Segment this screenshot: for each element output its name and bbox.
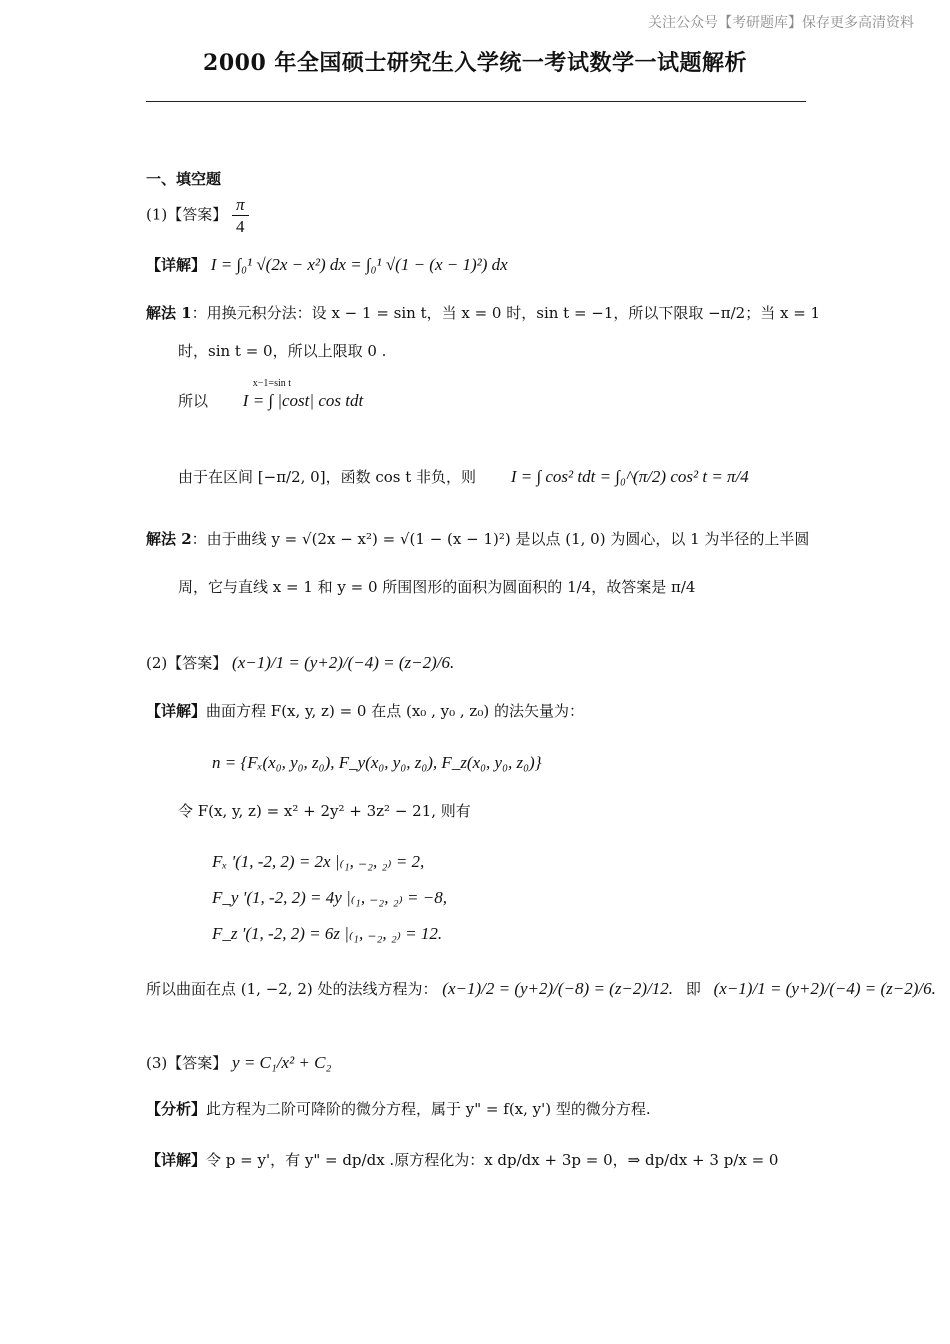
q1-since-text: 由于在区间 [−π/2, 0]，函数 cos t 非负，则 — [178, 468, 477, 486]
q1-so-line — [178, 378, 364, 410]
q1-so-math: I = ∫ |cost| cos tdt — [242, 391, 364, 410]
q2-answer — [146, 654, 454, 671]
q1-method2-line2: 周，它与直线 x = 1 和 y = 0 所围图形的面积为圆面积的 1/4，故答案是 π/4 — [178, 578, 696, 596]
q2-let-line: 令 F(x, y, z) = x² + 2y² + 3z² − 21, 则有 — [178, 802, 471, 820]
q2-fz: F_z '(1, -2, 2) = 6z |₍₁, ₋₂, ₂₎ = 12. — [212, 924, 443, 943]
q3-detail-label: 【详解】 — [146, 1151, 207, 1169]
q1-detail — [146, 256, 508, 273]
q2-conclusion-math2: (x−1)/1 = (y+2)/(−4) = (z−2)/6. — [713, 979, 936, 998]
q2-conclusion — [146, 980, 936, 997]
q3-detail — [146, 1153, 778, 1168]
page-title: 2000 年全国硕士研究生入学统一考试数学一试题解析 — [203, 50, 747, 76]
q3-answer-label: (3)【答案】 — [146, 1054, 228, 1072]
q2-normal-vector — [212, 754, 542, 771]
q1-method1-label: 解法 1 — [146, 304, 192, 322]
section-heading: 一、填空题 — [146, 170, 222, 188]
title-divider — [146, 101, 806, 102]
q1-answer-label: (1)【答案】 — [146, 205, 228, 224]
q1-method2-text: ：由于曲线 y = √(2x − x²) = √(1 − (x − 1)²) 是以点 (1, 0) 为圆心，以 1 为半径的上半圆 — [191, 530, 810, 548]
q1-method2-line1 — [146, 532, 809, 547]
q3-analysis-label: 【分析】 — [146, 1100, 207, 1118]
q1-detail-math: I = ∫₀¹ √(2x − x²) dx = ∫₀¹ √(1 − (x − 1)²) dx — [210, 255, 508, 274]
q3-analysis — [146, 1102, 651, 1117]
q2-detail-label: 【详解】 — [146, 702, 207, 720]
q3-answer — [146, 1054, 331, 1071]
q2-fx: Fₓ '(1, -2, 2) = 2x |₍₁, ₋₂, ₂₎ = 2, — [212, 852, 425, 871]
q2-conclusion-ie: 即 — [685, 980, 701, 998]
q2-answer-math: (x−1)/1 = (y+2)/(−4) = (z−2)/6. — [232, 653, 455, 672]
q1-answer-fraction: $\frac{\pi}{4}$ — [234, 196, 247, 235]
q1-method2-label: 解法 2 — [146, 530, 192, 548]
q1-method1-line1 — [146, 306, 820, 321]
q1-so-label: 所以 — [178, 392, 209, 410]
q2-normal-vector-math: n = {Fₓ(x₀, y₀, z₀), F_y(x₀, y₀, z₀), F_z(x₀, y₀, z₀)} — [212, 753, 542, 772]
q2-fy: F_y '(1, -2, 2) = 4y |₍₁, ₋₂, ₂₎ = −8, — [212, 888, 447, 907]
watermark-text: 关注公众号【考研题库】保存更多高清资料 — [648, 15, 914, 31]
q1-since-math: I = ∫ cos² tdt = ∫₀^(π/2) cos² t = π/4 — [510, 467, 749, 486]
q1-answer — [146, 196, 249, 235]
q1-detail-label: 【详解】 — [146, 256, 207, 274]
q1-so-sub: x−1=sin t — [252, 378, 292, 389]
q2-detail-text: 曲面方程 F(x, y, z) = 0 在点 (x₀ , y₀ , z₀) 的法矢量为： — [206, 702, 584, 720]
q2-conclusion-text: 所以曲面在点 (1, −2, 2) 处的法线方程为： — [146, 980, 438, 998]
q1-method1-text: ：用换元积分法：设 x − 1 = sin t，当 x = 0 时，sin t = −1，所以下限取 −π/2；当 x = 1 — [191, 304, 821, 322]
q3-detail-text: 令 p = y'，有 y" = dp/dx .原方程化为：x dp/dx + 3p = 0，⇒ dp/dx + 3 p/x = 0 — [206, 1151, 779, 1169]
q1-method1-line2: 时，sin t = 0，所以上限取 0 . — [178, 342, 387, 360]
q2-conclusion-math1: (x−1)/2 = (y+2)/(−8) = (z−2)/12. — [442, 979, 674, 998]
q2-answer-label: (2)【答案】 — [146, 654, 228, 672]
q2-detail — [146, 704, 584, 719]
q3-analysis-text: 此方程为二阶可降阶的微分方程，属于 y" = f(x, y') 型的微分方程. — [206, 1100, 651, 1118]
q1-since-line — [178, 468, 749, 485]
q3-answer-math: y = C₁/x² + C₂ — [232, 1053, 332, 1072]
